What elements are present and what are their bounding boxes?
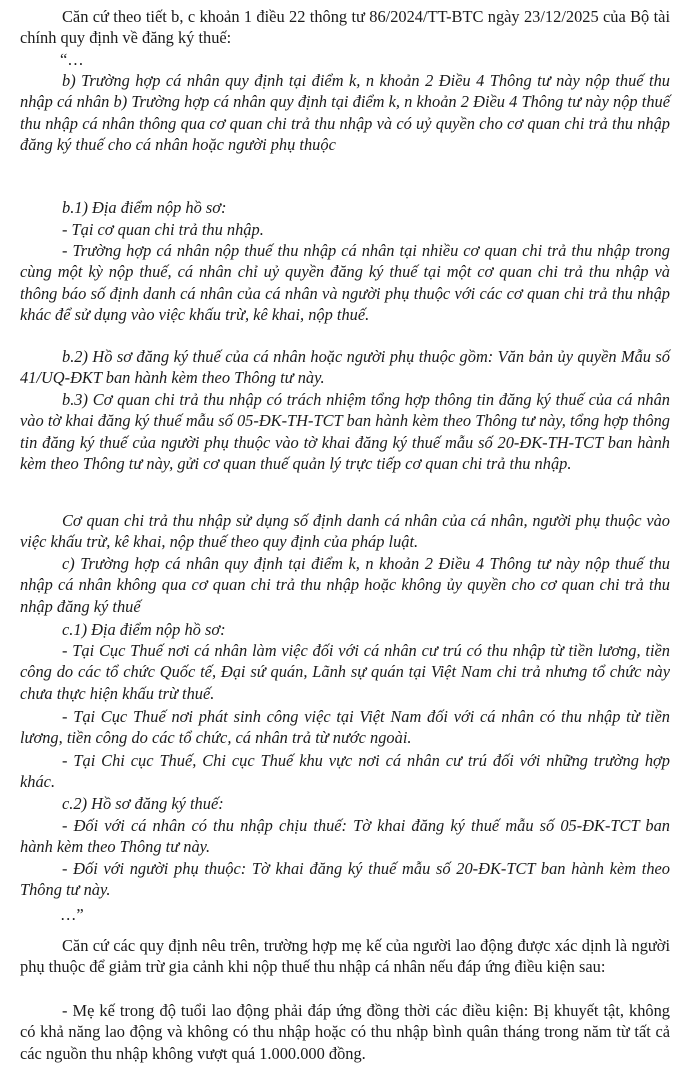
c1-item-3: - Tại Chi cục Thuế, Chi cục Thuế khu vực nơi cá nhân cư trú đối với những trường hợp khác. — [20, 751, 670, 792]
c2-title: c.2) Hồ sơ đăng ký thuế: — [62, 794, 224, 813]
b1-item-2: - Trường hợp cá nhân nộp thuế thu nhập cá nhân tại nhiều cơ quan chi trả thu nhập trong cùng một kỳ nộp thuế, cá nhân chỉ uỷ quyền đăng ký thuế tại một cơ quan chi trả thu nhập và thông báo số định danh cá nhân của cá nhân và người phụ thuộc với các cơ quan chi trả thu nhập khác để sử dụng vào việc khấu trừ, kê khai, nộp thuế. — [20, 241, 670, 324]
b3-paragraph: b.3) Cơ quan chi trả thu nhập có trách nhiệm tổng hợp thông tin đăng ký thuế của cá nhân vào tờ khai đăng ký thuế mẫu số 05-ĐK-TH-TCT ban hành kèm theo Thông tư này, tổng hợp thông tin đăng ký thuế của người phụ thuộc vào tờ khai đăng ký thuế mẫu số 20-ĐK-TH-TCT ban hành kèm theo Thông tư này, gửi cơ quan thuế quản lý trực tiếp cơ quan chi trả thu nhập. — [20, 390, 670, 473]
intro-paragraph: Căn cứ theo tiết b, c khoản 1 điều 22 thông tư 86/2024/TT-BTC ngày 23/12/2025 của Bộ tài chính quy định về đăng ký thuế: — [20, 7, 670, 48]
section-c-paragraph: c) Trường hợp cá nhân quy định tại điểm k, n khoản 2 Điều 4 Thông tư này nộp thuế thu nhập cá nhân không qua cơ quan chi trả thu nhập hoặc không ủy quyền cho cơ quan chi trả thu nhập đăng ký thuế — [20, 554, 670, 616]
b1-item-1: - Tại cơ quan chi trả thu nhập. — [62, 220, 264, 239]
c2-item-2: - Đối với người phụ thuộc: Tờ khai đăng ký thuế mẫu số 20-ĐK-TCT ban hành kèm theo Thông tư này. — [20, 859, 670, 900]
b1-title: b.1) Địa điểm nộp hồ sơ: — [62, 198, 227, 217]
c1-item-2: - Tại Cục Thuế nơi phát sinh công việc tại Việt Nam đối với cá nhân có thu nhập từ tiền lương, tiền công do các tổ chức, cá nhân trả từ nước ngoài. — [20, 707, 670, 748]
b2-paragraph: b.2) Hồ sơ đăng ký thuế của cá nhân hoặc người phụ thuộc gồm: Văn bản ủy quyền Mẫu số 41/UQ-ĐKT ban hành kèm theo Thông tư này. — [20, 347, 670, 388]
quote-close: …” — [60, 905, 84, 924]
c2-item-1: - Đối với cá nhân có thu nhập chịu thuế: Tờ khai đăng ký thuế mẫu số 05-ĐK-TCT ban hành kèm theo Thông tư này. — [20, 816, 670, 857]
condition-paragraph: - Mẹ kế trong độ tuổi lao động phải đáp ứng đồng thời các điều kiện: Bị khuyết tật, không có khả năng lao động và không có thu nhập hoặc có thu nhập bình quân tháng trong năm từ tất cả các nguồn thu nhập không vượt quá 1.000.000 đồng. — [20, 1001, 670, 1063]
b-agency-paragraph: Cơ quan chi trả thu nhập sử dụng số định danh cá nhân của cá nhân, người phụ thuộc vào việc khấu trừ, kê khai, nộp thuế theo quy định của pháp luật. — [20, 511, 670, 552]
section-b-paragraph: b) Trường hợp cá nhân quy định tại điểm k, n khoản 2 Điều 4 Thông tư này nộp thuế thu nhập cá nhân b) Trường hợp cá nhân quy định tại điểm k, n khoản 2 Điều 4 Thông tư này nộp thuế thu nhập cá nhân thông qua cơ quan chi trả thu nhập và có uỷ quyền cho cơ quan chi trả thu nhập đăng ký thuế cho cá nhân hoặc người phụ thuộc — [20, 71, 670, 154]
quote-open: “… — [60, 50, 84, 69]
conclusion-paragraph: Căn cứ các quy định nêu trên, trường hợp mẹ kế của người lao động được xác dịnh là người phụ thuộc để giảm trừ gia cảnh khi nộp thuế thu nhập cá nhân nếu đáp ứng điều kiện sau: — [20, 936, 670, 977]
c1-item-1: - Tại Cục Thuế nơi cá nhân làm việc đối với cá nhân cư trú có thu nhập từ tiền lương, tiền công do các tổ chức Quốc tế, Đại sứ quán, Lãnh sự quán tại Việt Nam chi trả nhưng tổ chức này chưa thực hiện khấu trừ thuế. — [20, 641, 670, 703]
c1-title: c.1) Địa điểm nộp hồ sơ: — [62, 620, 226, 639]
